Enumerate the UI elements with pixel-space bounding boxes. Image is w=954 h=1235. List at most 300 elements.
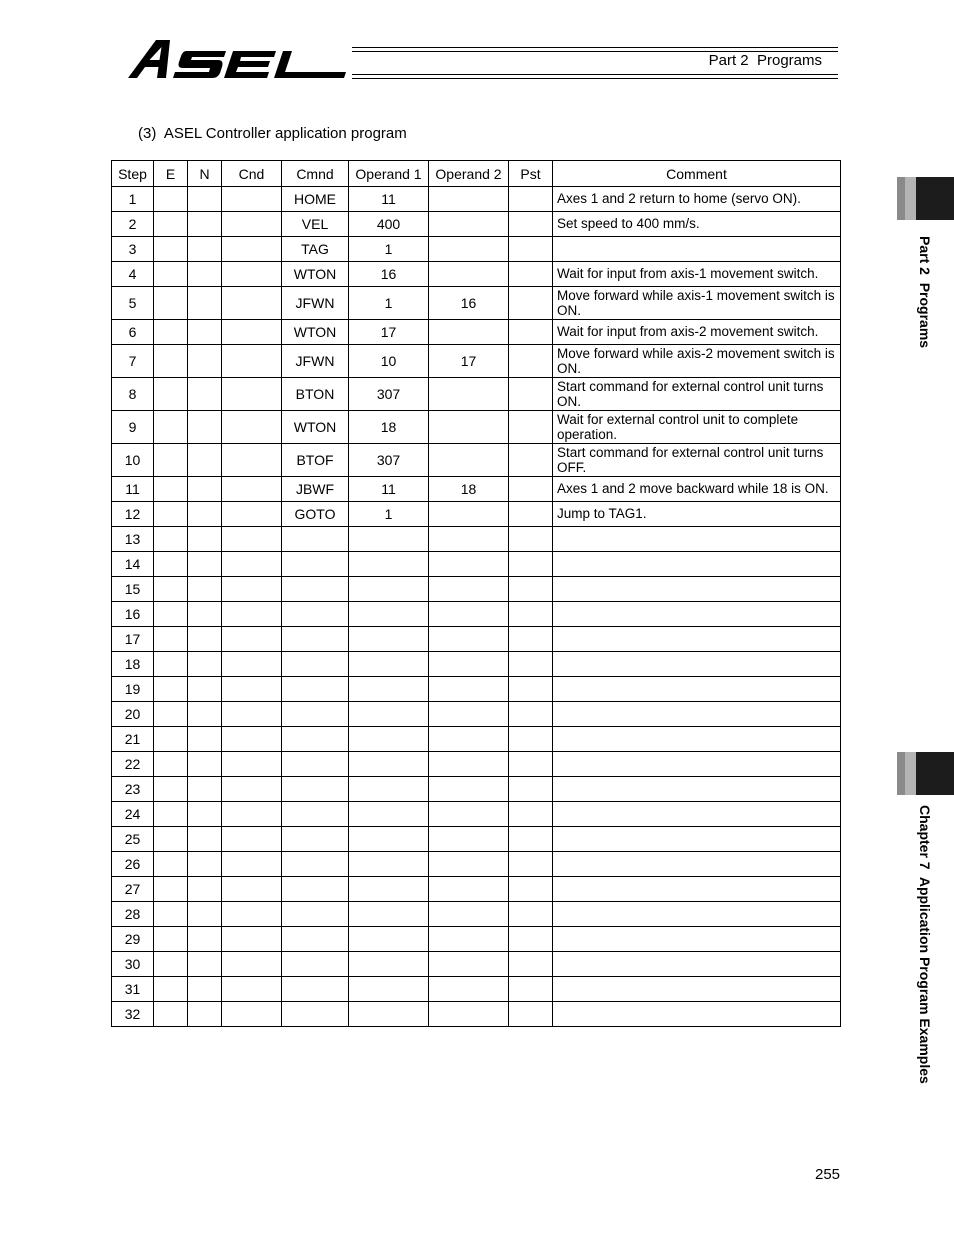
e-cell: [154, 602, 188, 627]
comment-cell: Move forward while axis-2 movement switch is ON.: [553, 345, 841, 378]
cmnd-cell: VEL: [282, 212, 349, 237]
e-cell: [154, 237, 188, 262]
operand1-cell: [349, 577, 429, 602]
step-cell: 7: [112, 345, 154, 378]
cmnd-cell: BTOF: [282, 444, 349, 477]
n-cell: [188, 237, 222, 262]
cmnd-cell: [282, 602, 349, 627]
cnd-cell: [222, 627, 282, 652]
n-cell: [188, 602, 222, 627]
cnd-cell: [222, 320, 282, 345]
operand1-cell: 307: [349, 444, 429, 477]
cnd-cell: [222, 777, 282, 802]
operand1-cell: [349, 752, 429, 777]
table-row: [112, 345, 841, 378]
table-row: [112, 552, 841, 577]
cnd-cell: [222, 802, 282, 827]
e-cell: [154, 877, 188, 902]
table-row: [112, 444, 841, 477]
operand1-cell: [349, 777, 429, 802]
cmnd-cell: [282, 627, 349, 652]
n-cell: [188, 777, 222, 802]
n-cell: [188, 212, 222, 237]
e-cell: [154, 977, 188, 1002]
operand1-cell: [349, 552, 429, 577]
column-header-step: Step: [112, 161, 154, 187]
comment-cell: [553, 627, 841, 652]
table-row: [112, 902, 841, 927]
step-cell: 26: [112, 852, 154, 877]
operand1-cell: [349, 627, 429, 652]
operand2-cell: [429, 187, 509, 212]
step-cell: 29: [112, 927, 154, 952]
n-cell: [188, 852, 222, 877]
operand1-cell: 17: [349, 320, 429, 345]
step-cell: 3: [112, 237, 154, 262]
table-body: [112, 187, 841, 1027]
cnd-cell: [222, 752, 282, 777]
step-cell: 1: [112, 187, 154, 212]
cmnd-cell: [282, 652, 349, 677]
comment-cell: Axes 1 and 2 return to home (servo ON).: [553, 187, 841, 212]
step-cell: 10: [112, 444, 154, 477]
e-cell: [154, 927, 188, 952]
comment-cell: Set speed to 400 mm/s.: [553, 212, 841, 237]
cnd-cell: [222, 927, 282, 952]
operand2-cell: [429, 802, 509, 827]
table-row: [112, 627, 841, 652]
comment-cell: Start command for external control unit turns ON.: [553, 378, 841, 411]
e-cell: [154, 411, 188, 444]
cnd-cell: [222, 287, 282, 320]
operand1-cell: [349, 1002, 429, 1027]
n-cell: [188, 444, 222, 477]
operand1-cell: [349, 702, 429, 727]
n-cell: [188, 802, 222, 827]
operand2-cell: [429, 627, 509, 652]
operand2-cell: [429, 378, 509, 411]
pst-cell: [509, 927, 553, 952]
cnd-cell: [222, 411, 282, 444]
pst-cell: [509, 477, 553, 502]
cmnd-cell: JBWF: [282, 477, 349, 502]
step-cell: 6: [112, 320, 154, 345]
e-cell: [154, 627, 188, 652]
operand1-cell: [349, 677, 429, 702]
table-row: [112, 827, 841, 852]
cmnd-cell: [282, 727, 349, 752]
comment-cell: [553, 927, 841, 952]
cmnd-cell: [282, 527, 349, 552]
cnd-cell: [222, 727, 282, 752]
step-cell: 8: [112, 378, 154, 411]
n-cell: [188, 262, 222, 287]
part-tab-marker: [897, 177, 954, 220]
n-cell: [188, 927, 222, 952]
side-part-label: Part 2 Programs: [917, 236, 933, 349]
n-cell: [188, 527, 222, 552]
operand2-cell: [429, 212, 509, 237]
e-cell: [154, 552, 188, 577]
program-table: [111, 160, 841, 1027]
table-row: [112, 287, 841, 320]
cnd-cell: [222, 187, 282, 212]
operand1-cell: 307: [349, 378, 429, 411]
step-cell: 31: [112, 977, 154, 1002]
cmnd-cell: [282, 752, 349, 777]
pst-cell: [509, 702, 553, 727]
column-header-comment: Comment: [553, 161, 841, 187]
operand2-cell: [429, 752, 509, 777]
table-row: [112, 602, 841, 627]
column-header-e: E: [154, 161, 188, 187]
e-cell: [154, 702, 188, 727]
step-cell: 11: [112, 477, 154, 502]
n-cell: [188, 477, 222, 502]
cmnd-cell: [282, 877, 349, 902]
operand1-cell: 1: [349, 502, 429, 527]
pst-cell: [509, 852, 553, 877]
cmnd-cell: [282, 802, 349, 827]
e-cell: [154, 1002, 188, 1027]
n-cell: [188, 345, 222, 378]
n-cell: [188, 1002, 222, 1027]
operand1-cell: 16: [349, 262, 429, 287]
operand1-cell: [349, 902, 429, 927]
operand2-cell: [429, 977, 509, 1002]
e-cell: [154, 444, 188, 477]
comment-cell: [553, 852, 841, 877]
step-cell: 18: [112, 652, 154, 677]
cmnd-cell: HOME: [282, 187, 349, 212]
table-row: [112, 477, 841, 502]
e-cell: [154, 852, 188, 877]
operand2-cell: [429, 502, 509, 527]
cnd-cell: [222, 345, 282, 378]
n-cell: [188, 952, 222, 977]
pst-cell: [509, 952, 553, 977]
e-cell: [154, 827, 188, 852]
operand2-cell: [429, 552, 509, 577]
e-cell: [154, 502, 188, 527]
cnd-cell: [222, 378, 282, 411]
step-cell: 21: [112, 727, 154, 752]
cmnd-cell: [282, 902, 349, 927]
operand1-cell: [349, 527, 429, 552]
operand2-cell: [429, 952, 509, 977]
e-cell: [154, 677, 188, 702]
n-cell: [188, 378, 222, 411]
pst-cell: [509, 552, 553, 577]
comment-cell: [553, 552, 841, 577]
step-cell: 24: [112, 802, 154, 827]
e-cell: [154, 952, 188, 977]
operand2-cell: 18: [429, 477, 509, 502]
table-row: [112, 752, 841, 777]
table-row: [112, 952, 841, 977]
operand2-cell: [429, 652, 509, 677]
cnd-cell: [222, 602, 282, 627]
cnd-cell: [222, 444, 282, 477]
cnd-cell: [222, 527, 282, 552]
pst-cell: [509, 802, 553, 827]
cmnd-cell: [282, 552, 349, 577]
cnd-cell: [222, 237, 282, 262]
operand1-cell: [349, 727, 429, 752]
comment-cell: [553, 652, 841, 677]
n-cell: [188, 702, 222, 727]
e-cell: [154, 802, 188, 827]
cnd-cell: [222, 477, 282, 502]
pst-cell: [509, 527, 553, 552]
operand1-cell: 11: [349, 187, 429, 212]
table-row: [112, 677, 841, 702]
page-number: 255: [815, 1166, 841, 1183]
table-row: [112, 1002, 841, 1027]
operand2-cell: [429, 727, 509, 752]
step-cell: 19: [112, 677, 154, 702]
comment-cell: [553, 752, 841, 777]
operand1-cell: [349, 927, 429, 952]
operand1-cell: [349, 602, 429, 627]
comment-cell: Jump to TAG1.: [553, 502, 841, 527]
pst-cell: [509, 237, 553, 262]
step-cell: 32: [112, 1002, 154, 1027]
column-header-operand1: Operand 1: [349, 161, 429, 187]
comment-cell: [553, 802, 841, 827]
pst-cell: [509, 378, 553, 411]
operand1-cell: [349, 802, 429, 827]
operand2-cell: [429, 577, 509, 602]
part-label: Part 2 Programs: [708, 52, 822, 69]
comment-cell: [553, 877, 841, 902]
pst-cell: [509, 320, 553, 345]
n-cell: [188, 502, 222, 527]
table-row: [112, 877, 841, 902]
e-cell: [154, 527, 188, 552]
step-cell: 23: [112, 777, 154, 802]
table-row: [112, 802, 841, 827]
comment-cell: [553, 1002, 841, 1027]
step-cell: 5: [112, 287, 154, 320]
n-cell: [188, 827, 222, 852]
table-row: [112, 237, 841, 262]
step-cell: 20: [112, 702, 154, 727]
operand2-cell: [429, 777, 509, 802]
cmnd-cell: WTON: [282, 262, 349, 287]
pst-cell: [509, 444, 553, 477]
cmnd-cell: [282, 827, 349, 852]
comment-cell: Axes 1 and 2 move backward while 18 is ON.: [553, 477, 841, 502]
cnd-cell: [222, 677, 282, 702]
cnd-cell: [222, 212, 282, 237]
operand1-cell: [349, 827, 429, 852]
operand2-cell: [429, 677, 509, 702]
comment-cell: [553, 827, 841, 852]
table-row: [112, 977, 841, 1002]
n-cell: [188, 902, 222, 927]
comment-cell: [553, 777, 841, 802]
cnd-cell: [222, 977, 282, 1002]
cmnd-cell: [282, 1002, 349, 1027]
step-cell: 27: [112, 877, 154, 902]
table-row: [112, 927, 841, 952]
operand1-cell: [349, 977, 429, 1002]
comment-cell: Move forward while axis-1 movement switch is ON.: [553, 287, 841, 320]
pst-cell: [509, 752, 553, 777]
n-cell: [188, 187, 222, 212]
cmnd-cell: TAG: [282, 237, 349, 262]
e-cell: [154, 577, 188, 602]
cmnd-cell: WTON: [282, 411, 349, 444]
operand2-cell: [429, 444, 509, 477]
cnd-cell: [222, 902, 282, 927]
e-cell: [154, 727, 188, 752]
operand1-cell: 11: [349, 477, 429, 502]
pst-cell: [509, 777, 553, 802]
step-cell: 14: [112, 552, 154, 577]
operand2-cell: [429, 411, 509, 444]
table-row: [112, 502, 841, 527]
operand2-cell: 17: [429, 345, 509, 378]
operand2-cell: [429, 877, 509, 902]
e-cell: [154, 652, 188, 677]
chapter-tab-marker: [897, 752, 954, 795]
operand2-cell: 16: [429, 287, 509, 320]
comment-cell: Wait for input from axis-1 movement switch.: [553, 262, 841, 287]
column-header-n: N: [188, 161, 222, 187]
cmnd-cell: [282, 977, 349, 1002]
cmnd-cell: [282, 952, 349, 977]
step-cell: 2: [112, 212, 154, 237]
n-cell: [188, 652, 222, 677]
column-header-operand2: Operand 2: [429, 161, 509, 187]
table-header-row: [112, 161, 841, 187]
table-row: [112, 378, 841, 411]
e-cell: [154, 477, 188, 502]
pst-cell: [509, 262, 553, 287]
pst-cell: [509, 577, 553, 602]
step-cell: 22: [112, 752, 154, 777]
pst-cell: [509, 977, 553, 1002]
cnd-cell: [222, 1002, 282, 1027]
operand1-cell: [349, 952, 429, 977]
operand2-cell: [429, 527, 509, 552]
table-row: [112, 527, 841, 552]
step-cell: 4: [112, 262, 154, 287]
n-cell: [188, 877, 222, 902]
e-cell: [154, 320, 188, 345]
cnd-cell: [222, 827, 282, 852]
comment-cell: Start command for external control unit turns OFF.: [553, 444, 841, 477]
n-cell: [188, 320, 222, 345]
table-row: [112, 320, 841, 345]
pst-cell: [509, 727, 553, 752]
comment-cell: [553, 677, 841, 702]
asel-logo: [126, 36, 351, 80]
step-cell: 28: [112, 902, 154, 927]
n-cell: [188, 627, 222, 652]
comment-cell: [553, 702, 841, 727]
step-cell: 25: [112, 827, 154, 852]
pst-cell: [509, 411, 553, 444]
cnd-cell: [222, 702, 282, 727]
operand1-cell: 10: [349, 345, 429, 378]
operand2-cell: [429, 852, 509, 877]
comment-cell: [553, 727, 841, 752]
pst-cell: [509, 602, 553, 627]
cnd-cell: [222, 502, 282, 527]
pst-cell: [509, 827, 553, 852]
operand2-cell: [429, 902, 509, 927]
e-cell: [154, 345, 188, 378]
n-cell: [188, 287, 222, 320]
comment-cell: [553, 577, 841, 602]
step-cell: 12: [112, 502, 154, 527]
table-row: [112, 777, 841, 802]
operand2-cell: [429, 827, 509, 852]
table-row: [112, 852, 841, 877]
comment-cell: [553, 237, 841, 262]
comment-cell: [553, 902, 841, 927]
comment-cell: [553, 527, 841, 552]
operand1-cell: [349, 877, 429, 902]
step-cell: 30: [112, 952, 154, 977]
operand1-cell: [349, 652, 429, 677]
cmnd-cell: [282, 677, 349, 702]
table-row: [112, 577, 841, 602]
operand2-cell: [429, 1002, 509, 1027]
section-title: (3) ASEL Controller application program: [138, 125, 407, 142]
cmnd-cell: WTON: [282, 320, 349, 345]
e-cell: [154, 187, 188, 212]
column-header-cmnd: Cmnd: [282, 161, 349, 187]
cnd-cell: [222, 552, 282, 577]
operand1-cell: 400: [349, 212, 429, 237]
operand1-cell: 18: [349, 411, 429, 444]
cmnd-cell: [282, 852, 349, 877]
e-cell: [154, 378, 188, 411]
comment-cell: [553, 952, 841, 977]
pst-cell: [509, 627, 553, 652]
step-cell: 16: [112, 602, 154, 627]
n-cell: [188, 577, 222, 602]
pst-cell: [509, 502, 553, 527]
n-cell: [188, 752, 222, 777]
cmnd-cell: [282, 577, 349, 602]
e-cell: [154, 777, 188, 802]
cnd-cell: [222, 877, 282, 902]
table-row: [112, 727, 841, 752]
cmnd-cell: GOTO: [282, 502, 349, 527]
e-cell: [154, 212, 188, 237]
operand1-cell: [349, 852, 429, 877]
table-row: [112, 187, 841, 212]
comment-cell: [553, 602, 841, 627]
pst-cell: [509, 287, 553, 320]
operand1-cell: 1: [349, 287, 429, 320]
cnd-cell: [222, 952, 282, 977]
pst-cell: [509, 877, 553, 902]
pst-cell: [509, 212, 553, 237]
table-row: [112, 702, 841, 727]
operand2-cell: [429, 602, 509, 627]
n-cell: [188, 977, 222, 1002]
pst-cell: [509, 677, 553, 702]
n-cell: [188, 677, 222, 702]
table-row: [112, 212, 841, 237]
cmnd-cell: [282, 777, 349, 802]
